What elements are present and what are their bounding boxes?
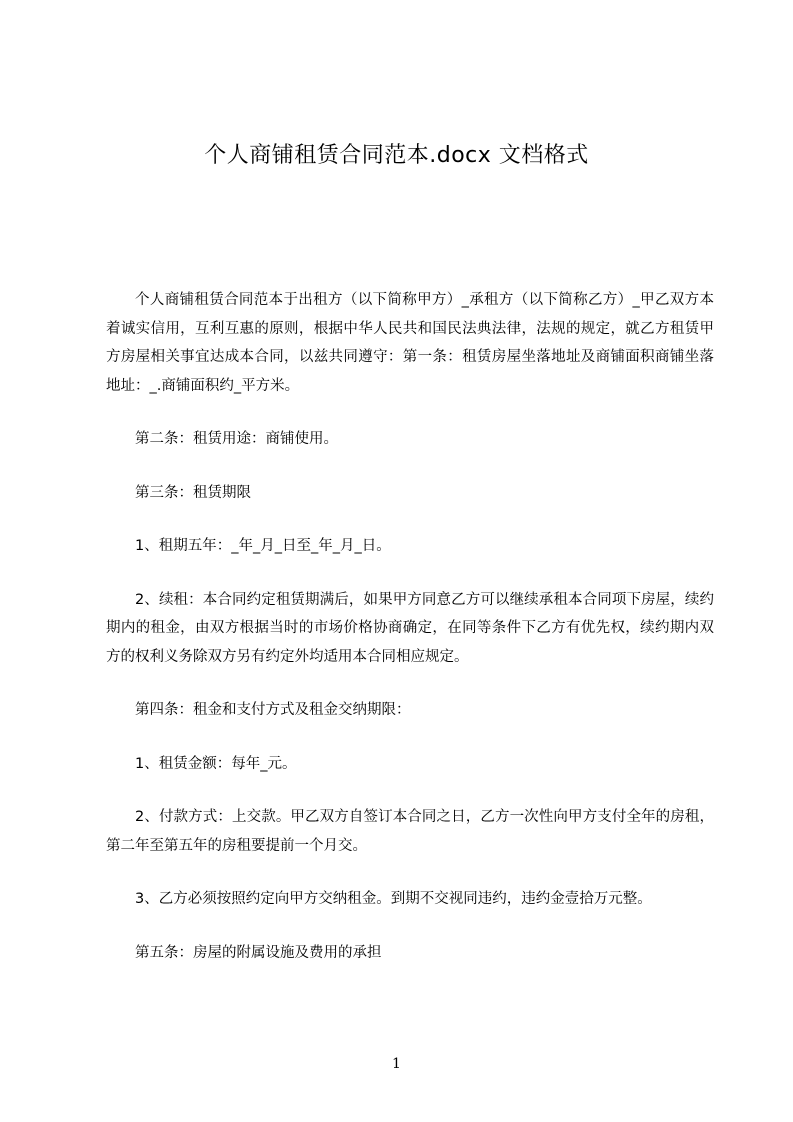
paragraph-rent-amount: 1、租赁金额：每年_元。 bbox=[135, 755, 297, 772]
paragraph-intro: 个人商铺租赁合同范本于出租方（以下简称甲方）_承租方（以下简称乙方）_甲乙双方本着诚实信用，互利互惠的原则，根据中华人民共和国民法典法律，法规的规定，就乙方租赁甲方房屋相关事宜达成本合同，以兹共同遵守：第一条：租赁房屋坐落地址及商铺面积商铺坐落地址：_.商铺面积约_平方米。 bbox=[106, 292, 714, 394]
document-title: 个人商铺租赁合同范本.docx 文档格式 bbox=[204, 143, 589, 168]
paragraph-lease-term: 1、租期五年：_年_月_日至_年_月_日。 bbox=[135, 538, 391, 554]
paragraph-renewal: 2、续租：本合同约定租赁期满后，如果甲方同意乙方可以继续承租本合同项下房屋，续约期内的租金，由双方根据当时的市场价格协商确定，在同等条件下乙方有优先权，续约期内双方的权利义务除双方另有约定外均适用本合同相应规定。 bbox=[106, 591, 714, 665]
paragraph-payment-method: 2、付款方式：上交款。甲乙双方自签订本合同之日，乙方一次性向甲方支付全年的房租，第二年至第五年的房租要提前一个月交。 bbox=[106, 809, 714, 854]
document-body bbox=[106, 286, 714, 967]
paragraph-article-2: 第二条：租赁用途：商铺使用。 bbox=[135, 431, 338, 447]
page-number: 1 bbox=[392, 1056, 401, 1072]
paragraph-penalty: 3、乙方必须按照约定向甲方交纳租金。到期不交视同违约，违约金壹拾万元整。 bbox=[135, 891, 652, 907]
paragraph-article-3: 第三条：租赁期限 bbox=[135, 484, 251, 501]
paragraph-article-4: 第四条：租金和支付方式及租金交纳期限： bbox=[135, 702, 411, 718]
paragraph-article-5: 第五条：房屋的附属设施及费用的承担 bbox=[135, 944, 382, 961]
